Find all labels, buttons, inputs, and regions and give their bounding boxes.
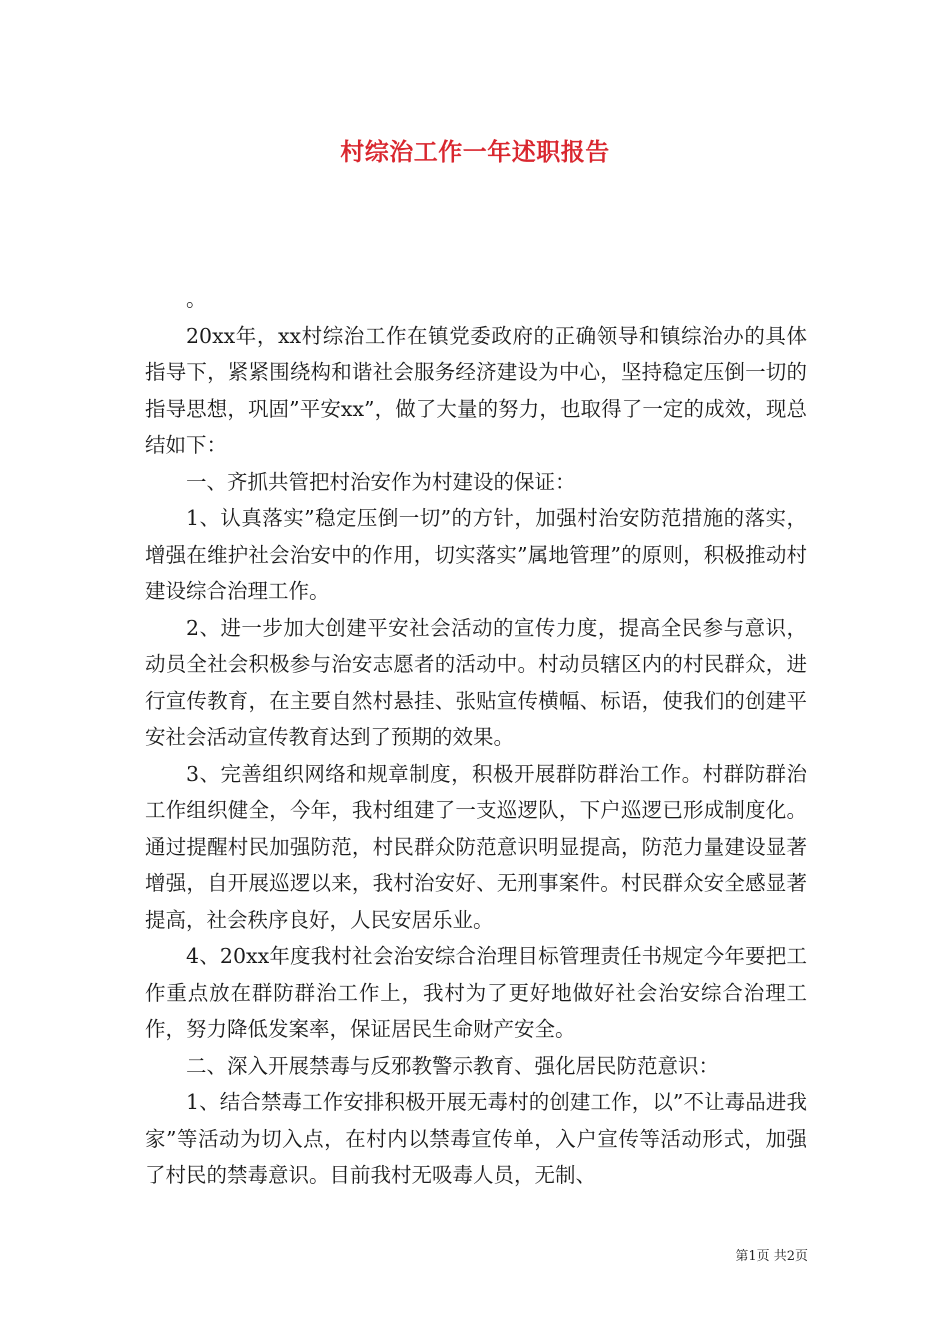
- document-title: 村综治工作一年述职报告: [340, 137, 610, 166]
- paragraph: 。: [186, 287, 207, 311]
- paragraph: 1、认真落实”稳定压倒一切”的方针，加强村治安防范措施的落实，增强在维护社会治安中的作用，切实落实”属地管理”的原则，积极推动村建设综合治理工作。: [145, 506, 807, 603]
- paragraph: 4、20xx年度我村社会治安综合治理目标管理责任书规定今年要把工作重点放在群防群治工作上，我村为了更好地做好社会治安综合治理工作，努力降低发案率，保证居民生命财产安全。: [145, 944, 807, 1041]
- document-body: [145, 281, 807, 1194]
- section-heading: 一、齐抓共管把村治安作为村建设的保证：: [186, 469, 576, 494]
- page-number: 第1页 共2页: [735, 1249, 808, 1264]
- paragraph: 1、结合禁毒工作安排积极开展无毒村的创建工作，以”不让毒品进我家”等活动为切入点，在村内以禁毒宣传单，入户宣传等活动形式，加强了村民的禁毒意识。目前我村无吸毒人员，无制、: [145, 1090, 807, 1187]
- paragraph: 3、完善组织网络和规章制度，积极开展群防群治工作。村群防群治工作组织健全，今年，我村组建了一支巡逻队，下户巡逻已形成制度化。通过提醒村民加强防范，村民群众防范意识明显提高，防范力量建设显著增强，自开展巡逻以来，我村治安好、无刑事案件。村民群众安全感显著提高，社会秩序良好，人民安居乐业。: [145, 761, 807, 932]
- paragraph: 20xx年，xx村综治工作在镇党委政府的正确领导和镇综治办的具体指导下，紧紧围绕构和谐社会服务经济建设为中心，坚持稳定压倒一切的指导思想，巩固”平安xx”，做了大量的努力，也取得了一定的成效，现总结如下：: [145, 323, 807, 457]
- paragraph: 2、进一步加大创建平安社会活动的宣传力度，提高全民参与意识，动员全社会积极参与治安志愿者的活动中。村动员辖区内的村民群众，进行宣传教育，在主要自然村悬挂、张贴宣传横幅、标语，使我们的创建平安社会活动宣传教育达到了预期的效果。: [145, 615, 807, 749]
- section-heading: 二、深入开展禁毒与反邪教警示教育、强化居民防范意识：: [186, 1053, 719, 1078]
